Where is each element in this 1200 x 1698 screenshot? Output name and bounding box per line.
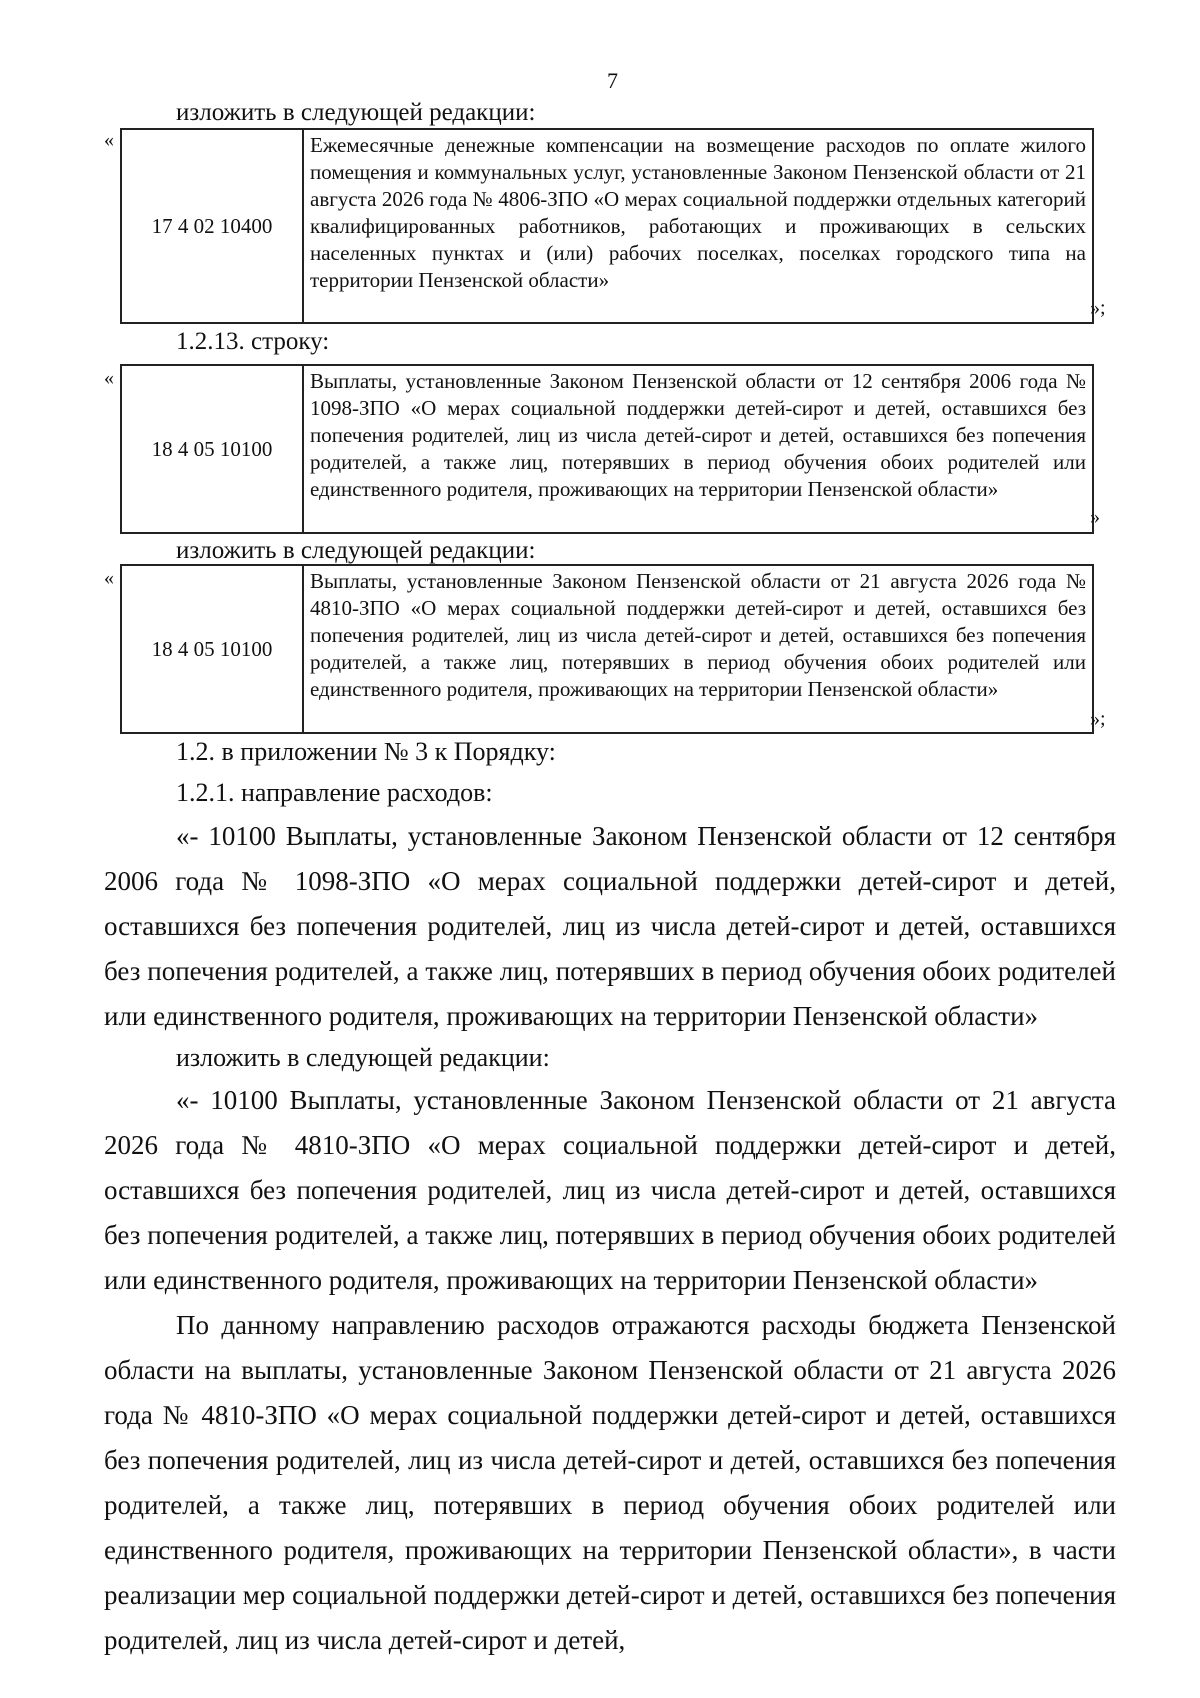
page-number: 7: [607, 68, 618, 93]
budget-code-cell: 17 4 02 10400: [122, 130, 304, 322]
close-quote: »;: [1090, 297, 1106, 319]
budget-code-cell: 18 4 05 10100: [122, 566, 304, 732]
instruction-line: изложить в следующей редакции:: [176, 537, 536, 564]
instruction-line: 1.2.13. строку:: [176, 328, 330, 355]
close-quote: »: [1090, 506, 1100, 528]
open-quote: «: [104, 567, 114, 589]
paragraph-old-wording: «- 10100 Выплаты, установленные Законом Пензенской области от 12 сентября 2006 года № 1098-ЗПО «О мерах социальной поддержки детей-сирот и детей, оставшихся без попечения родителей, лиц из числа детей-сирот и детей, оставшихся без попечения родителей, а также лиц, потерявших в период обучения обоих родителей или единственного родителя, проживающих на территории Пензенской области»: [104, 821, 1116, 1031]
instruction-line: изложить в следующей редакции:: [176, 1043, 550, 1072]
budget-description-cell: Выплаты, установленные Законом Пензенской области от 21 августа 2026 года № 4810-ЗПО «О мерах социальной поддержки детей-сирот и детей, оставшихся без попечения родителей, лиц из числа детей-сирот и детей, оставшихся без попечения родителей, а также лиц, потерявших в период обучения обоих родителей или единственного родителя, проживающих на территории Пензенской области»: [310, 569, 1086, 701]
section-heading: 1.2. в приложении № 3 к Порядку:: [176, 737, 556, 766]
budget-description-cell: Выплаты, установленные Законом Пензенской области от 12 сентября 2006 года № 1098-ЗПО «О мерах социальной поддержки детей-сирот и детей, оставшихся без попечения родителей, лиц из числа детей-сирот и детей, оставшихся без попечения родителей, а также лиц, потерявших в период обучения обоих родителей или единственного родителя, проживающих на территории Пензенской области»: [310, 369, 1086, 501]
open-quote: «: [104, 129, 114, 151]
budget-table-row: [120, 364, 1094, 534]
paragraph-new-wording: «- 10100 Выплаты, установленные Законом Пензенской области от 21 августа 2026 года № 4810-ЗПО «О мерах социальной поддержки детей-сирот и детей, оставшихся без попечения родителей, лиц из числа детей-сирот и детей, оставшихся без попечения родителей, а также лиц, потерявших в период обучения обоих родителей или единственного родителя, проживающих на территории Пензенской области»: [104, 1085, 1116, 1295]
close-quote: »;: [1090, 708, 1106, 730]
budget-code-cell: 18 4 05 10100: [122, 366, 304, 532]
section-heading: 1.2.1. направление расходов:: [176, 778, 493, 807]
budget-table-row: [120, 128, 1094, 324]
instruction-line: изложить в следующей редакции:: [176, 99, 536, 126]
paragraph-description: По данному направлению расходов отражаются расходы бюджета Пензенской области на выплаты, установленные Законом Пензенской области от 21 августа 2026 года № 4810-ЗПО «О мерах социальной поддержки детей-сирот и детей, оставшихся без попечения родителей, лиц из числа детей-сирот и детей, оставшихся без попечения родителей, а также лиц, потерявших в период обучения обоих родителей или единственного родителя, проживающих на территории Пензенской области», в части реализации мер социальной поддержки детей-сирот и детей, оставшихся без попечения родителей, лиц из числа детей-сирот и детей,: [104, 1310, 1116, 1655]
budget-table-row: [120, 564, 1094, 734]
open-quote: «: [104, 367, 114, 389]
budget-description-cell: Ежемесячные денежные компенсации на возмещение расходов по оплате жилого помещения и коммунальных услуг, установленные Законом Пензенской области от 21 августа 2026 года № 4806-ЗПО «О мерах социальной поддержки отдельных категорий квалифицированных работников, работающих и проживающих в сельских населенных пунктах и (или) рабочих поселках, поселках городского типа на территории Пензенской области»: [310, 133, 1086, 292]
